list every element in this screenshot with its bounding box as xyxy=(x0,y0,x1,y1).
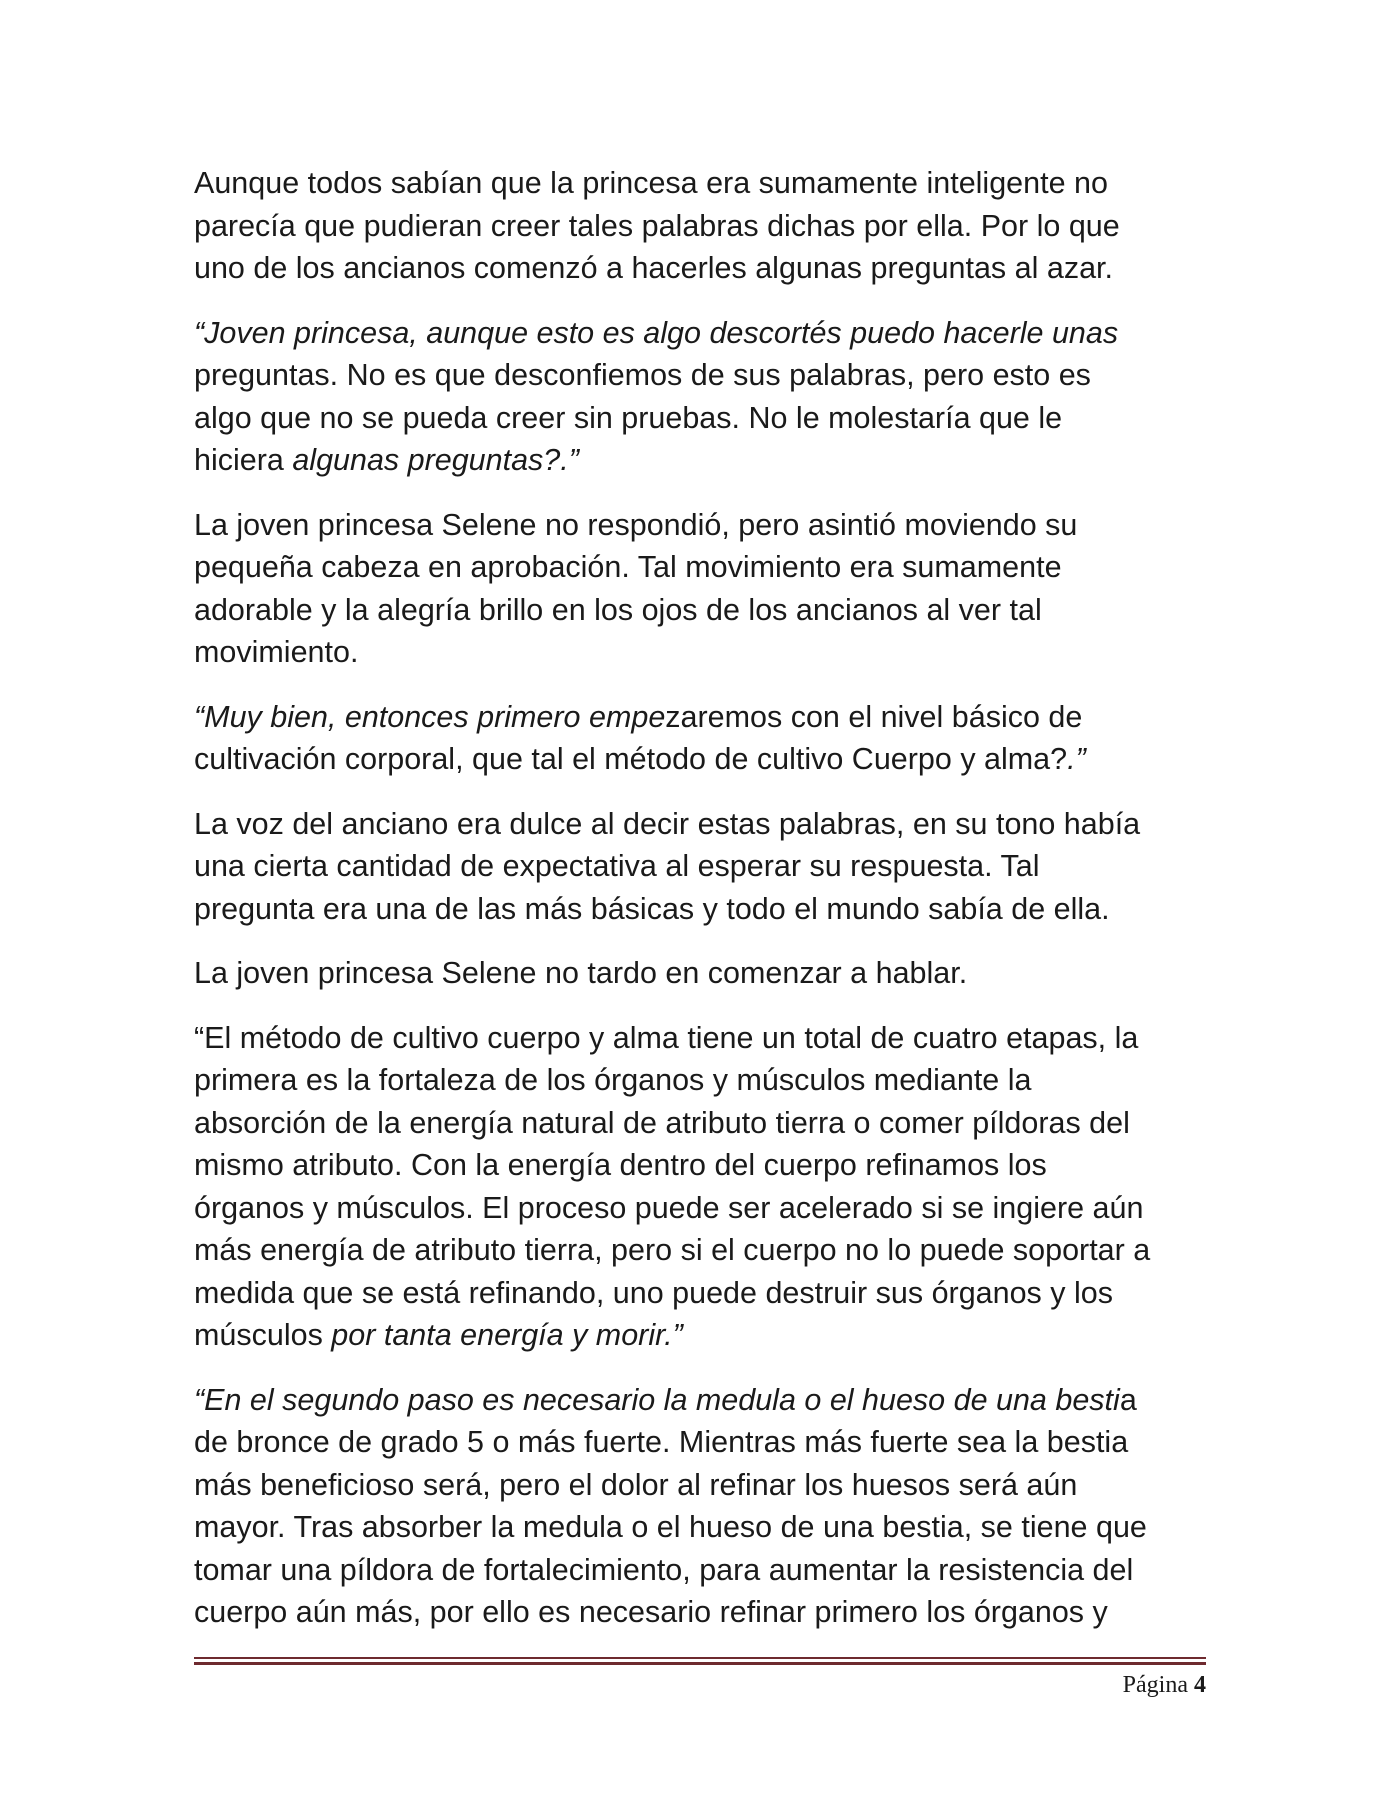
italic-text-run: algunas preguntas?.” xyxy=(292,443,579,477)
text-line: preguntas. No es que desconfiemos de sus palabras, pero esto es xyxy=(194,358,1091,392)
italic-text-run: “Muy bien, entonces primero empe xyxy=(194,699,666,734)
document-body xyxy=(194,162,1204,1656)
text-line: La voz del anciano era dulce al decir estas palabras, en su tono había xyxy=(194,806,1141,841)
text-line xyxy=(194,696,1204,739)
text-line: La joven princesa Selene no respondió, pero asintió moviendo su xyxy=(194,507,1078,542)
paragraph-2 xyxy=(194,312,1204,482)
text-run: hiciera xyxy=(194,443,293,477)
text-line: medida que se está refinando, uno puede destruir sus órganos y los xyxy=(194,1275,1113,1310)
text-line: más beneficioso será, pero el dolor al refinar los huesos será aún xyxy=(194,1467,1078,1502)
text-run: a xyxy=(1119,1382,1137,1417)
text-run: zaremos con el nivel básico de xyxy=(665,699,1083,734)
paragraph-6 xyxy=(194,952,1204,995)
text-line: mayor. Tras absorber la medula o el hueso de una bestia, se tiene que xyxy=(194,1510,1147,1544)
text-line xyxy=(194,439,1204,482)
italic-text-run: .” xyxy=(1067,742,1086,776)
text-line: absorción de la energía natural de atributo tierra o comer píldoras del xyxy=(194,1105,1130,1140)
paragraph-5 xyxy=(194,803,1204,931)
italic-text-run: por tanta energía y morir.” xyxy=(331,1318,683,1352)
text-line: “Joven princesa, aunque esto es algo descortés puedo hacerle unas xyxy=(194,315,1119,350)
text-line: mismo atributo. Con la energía dentro del cuerpo refinamos los xyxy=(194,1148,1047,1182)
text-line: “El método de cultivo cuerpo y alma tiene un total de cuatro etapas, la xyxy=(194,1020,1139,1055)
text-line xyxy=(194,1379,1204,1422)
text-line xyxy=(194,1314,1204,1357)
text-line: pequeña cabeza en aprobación. Tal movimiento era sumamente xyxy=(194,550,1062,584)
text-line: adorable y la alegría brillo en los ojos de los ancianos al ver tal xyxy=(194,592,1042,627)
text-line: La joven princesa Selene no tardo en comenzar a hablar. xyxy=(194,956,968,990)
text-line: tomar una píldora de fortalecimiento, para aumentar la resistencia del xyxy=(194,1552,1134,1587)
italic-text-run: “En el segundo paso es necesario la medula o el hueso de una besti xyxy=(194,1382,1120,1417)
paragraph-8 xyxy=(194,1379,1204,1634)
paragraph-3 xyxy=(194,504,1204,674)
paragraph-1 xyxy=(194,162,1204,290)
paragraph-7 xyxy=(194,1017,1204,1357)
text-line: primera es la fortaleza de los órganos y músculos mediante la xyxy=(194,1063,1032,1097)
text-line: órganos y músculos. El proceso puede ser acelerado si se ingiere aún xyxy=(194,1190,1144,1225)
text-line: una cierta cantidad de expectativa al esperar su respuesta. Tal xyxy=(194,849,1040,883)
text-run: cultivación corporal, que tal el método de cultivo Cuerpo y alma? xyxy=(194,742,1068,776)
page-number-footer xyxy=(1123,1672,1206,1699)
text-line: movimiento. xyxy=(194,635,359,669)
text-line: de bronce de grado 5 o más fuerte. Mientras más fuerte sea la bestia xyxy=(194,1425,1129,1459)
text-line xyxy=(194,738,1204,781)
text-line: más energía de atributo tierra, pero si el cuerpo no lo puede soportar a xyxy=(194,1233,1151,1267)
page-label: Página xyxy=(1122,1672,1188,1698)
page-number: 4 xyxy=(1194,1672,1206,1698)
text-line: pregunta era una de las más básicas y todo el mundo sabía de ella. xyxy=(194,891,1110,926)
text-line: algo que no se pueda creer sin pruebas. No le molestaría que le xyxy=(194,400,1063,435)
text-run: músculos xyxy=(194,1318,332,1352)
footer-divider xyxy=(194,1657,1206,1665)
text-line: Aunque todos sabían que la princesa era sumamente inteligente no xyxy=(194,166,1108,200)
text-line: cuerpo aún más, por ello es necesario refinar primero los órganos y xyxy=(194,1595,1108,1629)
paragraph-4 xyxy=(194,696,1204,781)
text-line: parecía que pudieran creer tales palabras dichas por ella. Por lo que xyxy=(194,208,1120,243)
text-line: uno de los ancianos comenzó a hacerles algunas preguntas al azar. xyxy=(194,251,1113,285)
